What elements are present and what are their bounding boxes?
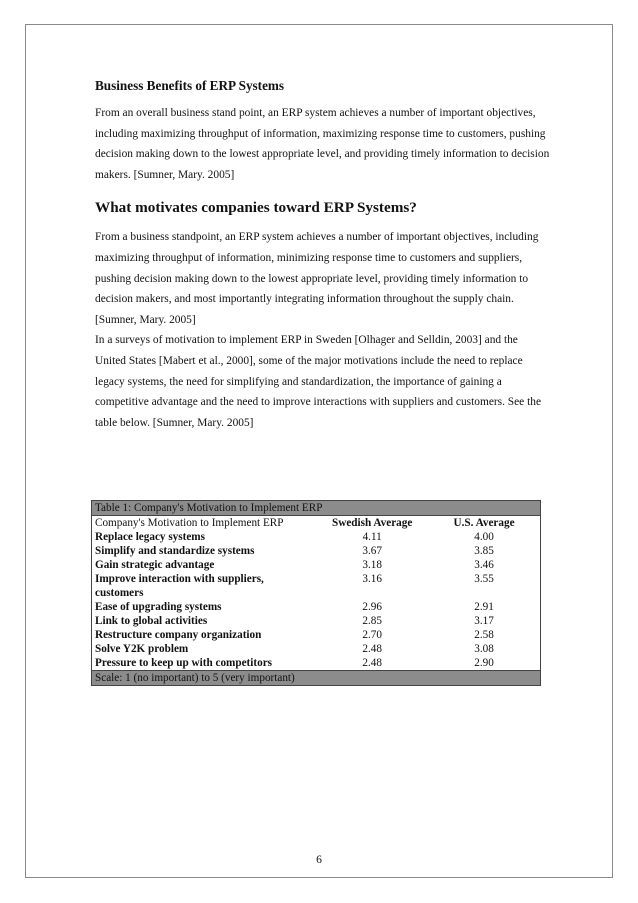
section-heading-benefits: Business Benefits of ERP Systems bbox=[95, 78, 285, 93]
us-average-cell: 3.46 bbox=[474, 559, 494, 571]
table-row bbox=[92, 572, 541, 600]
motivation-table bbox=[91, 500, 541, 686]
paragraph-surveys: In a surveys of motivation to implement ERP in Sweden [Olhager and Selldin, 2003] and the United States [Mabert et al., 2000], some of the major motivations include the need to replace legacy systems, the need for simplifying and standardization, the importance of gaining a competitive advantage and the need to improve interactions with suppliers and customers. See the table below. [Sumner, Mary. 2005] bbox=[95, 334, 542, 429]
table-footer-row bbox=[92, 671, 541, 686]
us-average-cell: 2.91 bbox=[474, 601, 494, 613]
table-caption-row bbox=[92, 501, 541, 516]
table-row bbox=[92, 600, 541, 614]
swedish-average-cell: 2.48 bbox=[362, 643, 382, 655]
us-average-cell: 3.85 bbox=[474, 545, 494, 557]
column-header-swedish: Swedish Average bbox=[332, 517, 413, 529]
table-row bbox=[92, 544, 541, 558]
row-label: Link to global activities bbox=[95, 615, 208, 627]
swedish-average-cell: 4.11 bbox=[362, 531, 382, 543]
row-label: Restructure company organization bbox=[95, 629, 262, 641]
row-label: Replace legacy systems bbox=[95, 531, 205, 543]
row-label: Solve Y2K problem bbox=[95, 643, 189, 655]
table-row bbox=[92, 530, 541, 544]
swedish-average-cell: 2.70 bbox=[362, 629, 382, 641]
row-label: Gain strategic advantage bbox=[95, 559, 215, 571]
page-number: 6 bbox=[316, 853, 322, 866]
row-label: Simplify and standardize systems bbox=[95, 545, 255, 557]
us-average-cell: 4.00 bbox=[474, 531, 494, 543]
column-header-us: U.S. Average bbox=[453, 517, 515, 529]
page-content bbox=[95, 78, 550, 433]
table-caption: Table 1: Company's Motivation to Implement ERP bbox=[92, 501, 541, 516]
swedish-average-cell: 3.67 bbox=[362, 545, 382, 557]
swedish-average-cell: 2.48 bbox=[362, 657, 382, 669]
swedish-average-cell: 2.96 bbox=[362, 601, 382, 613]
swedish-average-cell: 2.85 bbox=[362, 615, 382, 627]
row-label: Ease of upgrading systems bbox=[95, 601, 222, 613]
table-row bbox=[92, 628, 541, 642]
table-row bbox=[92, 614, 541, 628]
us-average-cell: 3.08 bbox=[474, 643, 494, 655]
swedish-average-cell: 3.16 bbox=[362, 573, 382, 585]
paragraph-benefits: From an overall business stand point, an ERP system achieves a number of important objectives, including maximizing throughput of information, maximizing response time to customers, pushing decision making down to the lowest appropriate level, and providing timely information to decision makers. [Sumner, Mary. 2005] bbox=[95, 107, 550, 181]
table-row bbox=[92, 642, 541, 656]
us-average-cell: 3.17 bbox=[474, 615, 494, 627]
us-average-cell: 3.55 bbox=[474, 573, 494, 585]
table-scale-note: Scale: 1 (no important) to 5 (very important) bbox=[92, 671, 541, 686]
row-label: Pressure to keep up with competitors bbox=[95, 657, 273, 669]
row-label: Improve interaction with suppliers, customers bbox=[95, 573, 264, 599]
us-average-cell: 2.90 bbox=[474, 657, 494, 669]
section-heading-motivation: What motivates companies toward ERP Systems? bbox=[95, 199, 417, 217]
swedish-average-cell: 3.18 bbox=[362, 559, 382, 571]
table-row bbox=[92, 558, 541, 572]
table-row bbox=[92, 656, 541, 671]
table-header-row bbox=[92, 516, 541, 531]
paragraph-motivation: From a business standpoint, an ERP system achieves a number of important objectives, including maximizing throughput of information, minimizing response time to customers and suppliers, pushing decision making down to the lowest appropriate level, providing timely information to decision makers, and most importantly integrating information throughout the supply chain. [Sumner, Mary. 2005] bbox=[95, 231, 539, 326]
column-header-motivation: Company's Motivation to Implement ERP bbox=[95, 517, 284, 529]
us-average-cell: 2.58 bbox=[474, 629, 494, 641]
